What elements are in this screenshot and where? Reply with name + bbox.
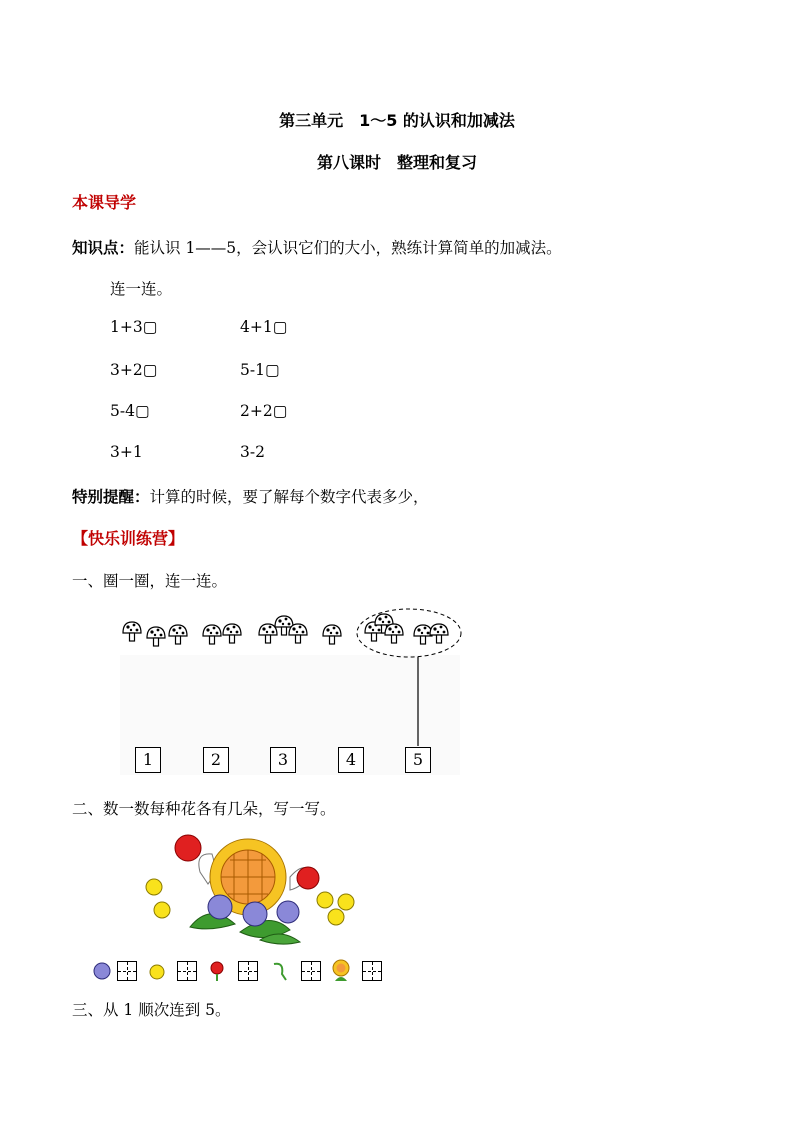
mushroom-icon — [259, 624, 277, 643]
expression-r1-right: 4+1▢ — [240, 318, 288, 336]
answer-box-lily[interactable] — [301, 961, 321, 981]
answer-box-sunflower[interactable] — [362, 961, 382, 981]
number-box-3: 3 — [270, 747, 296, 773]
answer-box-yellow-flower[interactable] — [177, 961, 197, 981]
expression-r2-left: 3+2▢ — [110, 361, 158, 379]
violet-icon — [243, 902, 267, 926]
expression-r4-left: 3+1 — [110, 443, 143, 461]
question-3: 三、从 1 顺次连到 5。 — [72, 1001, 231, 1019]
connect-title: 连一连。 — [110, 280, 173, 298]
mushroom-icon — [203, 625, 221, 644]
section-guide-heading: 本课导学 — [72, 193, 137, 212]
number-box-4: 4 — [338, 747, 364, 773]
reminder-line — [72, 485, 429, 507]
yellow-flower-icon — [317, 892, 333, 908]
answer-box-carnation[interactable] — [238, 961, 258, 981]
yellow-flower-icon — [148, 962, 166, 982]
yellow-flower-icon — [154, 902, 170, 918]
question-2: 二、数一数每种花各有几朵，写一写。 — [72, 800, 336, 818]
mushroom-group-2 — [203, 624, 241, 644]
flower-bouquet-figure — [140, 832, 360, 947]
answer-box-violet[interactable] — [117, 961, 137, 981]
yellow-flower-icon — [338, 894, 354, 910]
knowledge-label: 知识点： — [72, 239, 135, 257]
expression-r3-left: 5-4▢ — [110, 402, 150, 420]
mushroom-icon — [147, 627, 165, 646]
mushroom-group-3b — [259, 616, 307, 643]
mushroom-icon — [385, 624, 403, 643]
knowledge-line — [72, 236, 562, 258]
mushroom-icon — [123, 622, 141, 641]
yellow-flower-icon — [328, 909, 344, 925]
carnation-icon — [175, 835, 201, 861]
mushroom-icon — [323, 625, 341, 644]
mushroom-icon — [430, 624, 448, 643]
violet-icon — [92, 960, 112, 982]
mushroom-icon — [414, 625, 432, 644]
section-practice-heading: 【快乐训练营】 — [72, 529, 185, 548]
violet-icon — [208, 895, 232, 919]
expression-r2-right: 5-1▢ — [240, 361, 280, 379]
carnation-icon — [208, 960, 226, 982]
number-box-5: 5 — [405, 747, 431, 773]
lily-icon — [270, 960, 290, 982]
mushroom-icon — [223, 624, 241, 643]
expression-r1-left: 1+3▢ — [110, 318, 158, 336]
page-title: 第三单元 1～5 的认识和加减法 — [279, 111, 515, 130]
page-subtitle: 第八课时 整理和复习 — [316, 153, 477, 172]
reminder-label: 特别提醒： — [72, 488, 150, 506]
number-box-2: 2 — [203, 747, 229, 773]
carnation-icon — [297, 867, 319, 889]
expression-r3-right: 2+2▢ — [240, 402, 288, 420]
yellow-flower-icon — [146, 879, 162, 895]
reminder-text: 计算的时候，要了解每个数字代表多少， — [149, 488, 429, 506]
sunflower-icon — [330, 959, 352, 983]
number-box-1: 1 — [135, 747, 161, 773]
mushroom-group-5 — [365, 614, 448, 644]
mushroom-icon — [169, 625, 187, 644]
mushroom-group-3 — [123, 622, 187, 646]
knowledge-text: 能认识 1——5，会认识它们的大小，熟练计算简单的加减法。 — [134, 239, 562, 257]
expression-r4-right: 3-2 — [240, 443, 265, 461]
mushroom-icon — [289, 624, 307, 643]
violet-icon — [277, 901, 299, 923]
question-1: 一、圈一圈，连一连。 — [72, 572, 228, 590]
